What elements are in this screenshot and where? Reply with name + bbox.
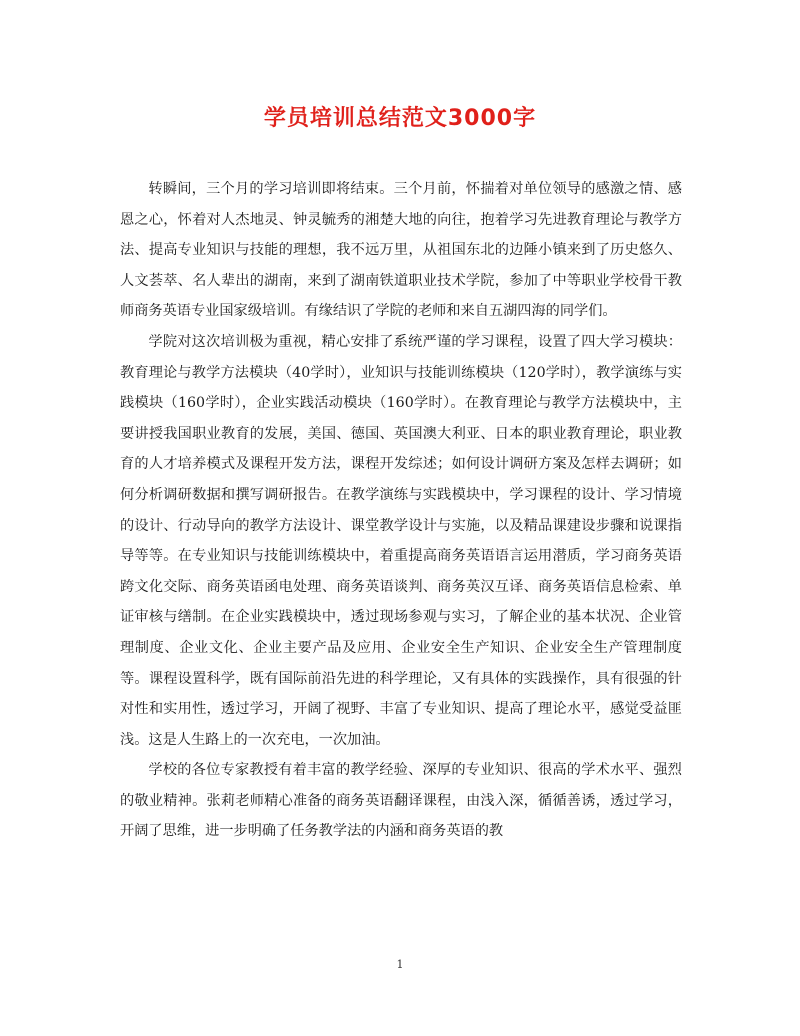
document-body bbox=[120, 174, 682, 847]
page-number: 1 bbox=[396, 958, 404, 971]
paragraph: 学院对这次培训极为重视，精心安排了系统严谨的学习课程，设置了四大学习模块：教育理论与教学方法模块（40学时），业知识与技能训练模块（120学时），教学演练与实践模块（160学时），企业实践活动模块（160学时）。在教育理论与教学方法模块中，主要讲授我国职业教育的发展，美国、德国、英国澳大利亚、日本的职业教育理论，职业教育的人才培养模式及课程开发方法，课程开发综述；如何设计调研方案及怎样去调研；如何分析调研数据和撰写调研报告。在教学演练与实践模块中，学习课程的设计、学习情境的设计、行动导向的教学方法设计、课堂教学设计与实施，以及精品课建设步骤和说课指导等等。在专业知识与技能训练模块中，着重提高商务英语语言运用潜质，学习商务英语跨文化交际、商务英语函电处理、商务英语谈判、商务英汉互译、商务英语信息检索、单证审核与缮制。在企业实践模块中，透过现场参观与实习，了解企业的基本状况、企业管理制度、企业文化、企业主要产品及应用、企业安全生产知识、企业安全生产管理制度等。课程设置科学，既有国际前沿先进的科学理论，又有具体的实践操作，具有很强的针对性和实用性，透过学习，开阔了视野、丰富了专业知识、提高了理论水平，感觉受益匪浅。这是人生路上的一次充电，一次加油。 bbox=[120, 333, 682, 748]
paragraph: 学校的各位专家教授有着丰富的教学经验、深厚的专业知识、很高的学术水平、强烈的敬业精神。张莉老师精心准备的商务英语翻译课程，由浅入深，循循善诱，透过学习，开阔了思维，进一步明确了任务教学法的内涵和商务英语的教 bbox=[120, 762, 682, 840]
paragraph: 转瞬间，三个月的学习培训即将结束。三个月前，怀揣着对单位领导的感激之情、感恩之心，怀着对人杰地灵、钟灵毓秀的湘楚大地的向往，抱着学习先进教育理论与教学方法、提高专业知识与技能的理想，我不远万里，从祖国东北的边陲小镇来到了历史悠久、人文荟萃、名人辈出的湖南，来到了湖南铁道职业技术学院，参加了中等职业学校骨干教师商务英语专业国家级培训。有缘结识了学院的老师和来自五湖四海的同学们。 bbox=[120, 181, 682, 320]
document-title: 学员培训总结范文3000字 bbox=[263, 106, 537, 131]
